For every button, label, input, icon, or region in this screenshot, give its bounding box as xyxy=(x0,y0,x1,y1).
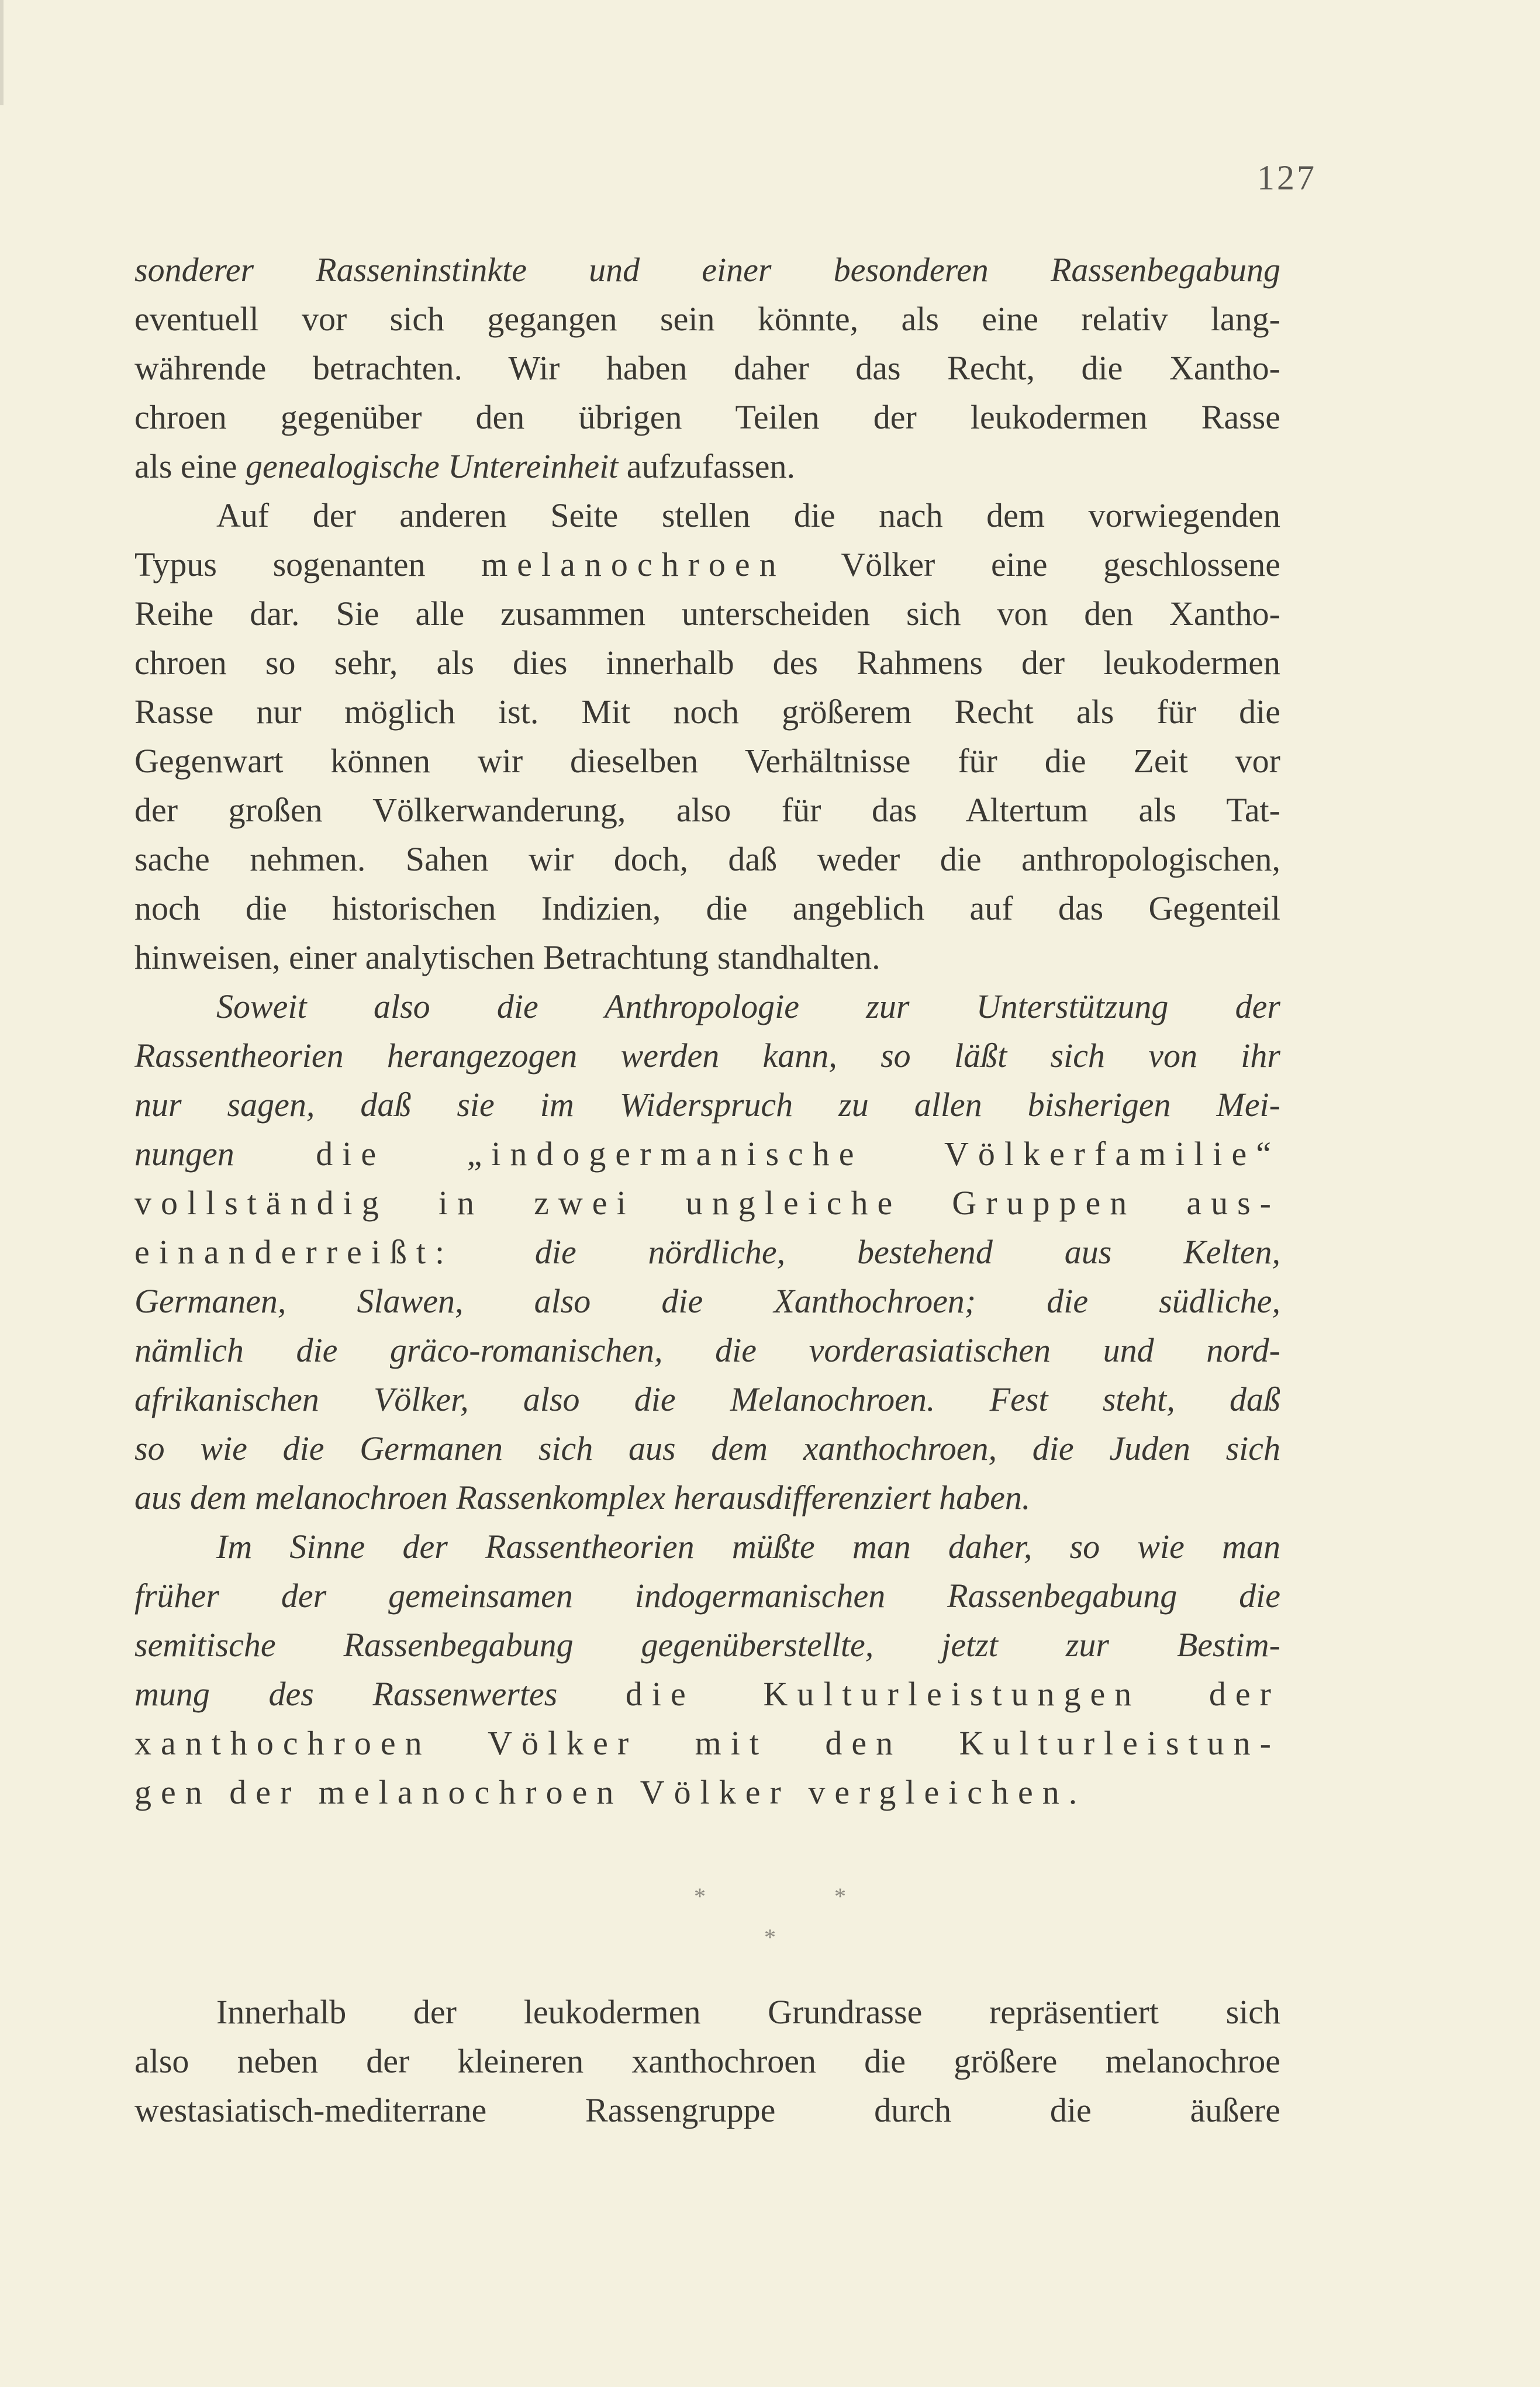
italic-text: nur sagen, daß sie im Widerspruch zu allen bisherigen Mei- xyxy=(134,1086,1280,1124)
text-line xyxy=(134,540,1280,589)
text-line xyxy=(134,1179,1280,1228)
text-line xyxy=(134,1080,1280,1129)
text-line xyxy=(134,442,1280,491)
text-line xyxy=(134,933,1280,982)
text-line xyxy=(134,1571,1280,1621)
text-segment: hinweisen, einer analytischen Betrachtung standhalten. xyxy=(134,938,881,976)
page-number: 127 xyxy=(1257,158,1317,197)
text-line xyxy=(134,1228,1280,1277)
page-edge-shadow xyxy=(0,0,4,105)
text-segment: währende betrachten. Wir haben daher das Recht, die Xantho- xyxy=(134,349,1280,387)
italic-text: sonderer Rasseninstinkte und einer besonderen Rassenbegabung xyxy=(134,251,1280,289)
text-line xyxy=(134,2037,1280,2086)
italic-text: Im Sinne der Rassentheorien müßte man daher, so wie man xyxy=(216,1528,1280,1566)
spaced-text: vollständig in zwei ungleiche Gruppen aus- xyxy=(134,1184,1280,1222)
text-segment: Typus sogenanten xyxy=(134,545,482,583)
text-segment: Rasse nur möglich ist. Mit noch größerem Recht als für die xyxy=(134,693,1280,731)
italic-text: genealogische Untereinheit xyxy=(246,447,619,485)
text-line xyxy=(134,638,1280,688)
text-line xyxy=(134,1988,1280,2037)
text-segment: als eine xyxy=(134,447,246,485)
text-line xyxy=(134,1473,1280,1522)
text-segment: aufzufassen. xyxy=(618,447,796,485)
text-line xyxy=(134,884,1280,933)
text-line xyxy=(134,1670,1280,1719)
text-segment: Gegenwart können wir dieselben Verhältnisse für die Zeit vor xyxy=(134,742,1280,780)
italic-text: früher der gemeinsamen indogermanischen Rassenbegabung die xyxy=(134,1577,1280,1615)
italic-text: aus dem melanochroen Rassenkomplex herausdifferenziert haben. xyxy=(134,1479,1031,1517)
text-line xyxy=(134,295,1280,344)
text-segment: der großen Völkerwanderung, also für das Altertum als Tat- xyxy=(134,791,1280,829)
text-line xyxy=(134,1375,1280,1424)
text-segment: Völker eine geschlossene xyxy=(785,545,1280,583)
text-line xyxy=(134,1031,1280,1080)
italic-text: die nördliche, bestehend aus Kelten, xyxy=(534,1233,1280,1271)
text-line xyxy=(134,688,1280,737)
text-segment: Innerhalb der leukodermen Grundrasse repräsentiert sich xyxy=(216,1993,1280,2031)
italic-text: Germanen, Slawen, also die Xanthochroen; die südliche, xyxy=(134,1282,1280,1320)
text-line xyxy=(134,982,1280,1031)
text-segment: noch die historischen Indizien, die angeblich auf das Gegenteil xyxy=(134,889,1280,927)
italic-text: so wie die Germanen sich aus dem xanthochroen, die Juden sich xyxy=(134,1429,1280,1467)
text-line xyxy=(134,1522,1280,1571)
main-text-block xyxy=(134,246,1280,1817)
text-segment: Reihe dar. Sie alle zusammen unterscheiden sich von den Xantho- xyxy=(134,595,1280,633)
text-line xyxy=(134,1129,1280,1179)
spaced-text: gen der melanochroen Völker vergleichen. xyxy=(134,1773,1087,1811)
text-segment: westasiatisch-mediterrane Rassengruppe durch die äußere xyxy=(134,2091,1280,2129)
italic-text: Soweit also die Anthropologie zur Unterstützung der xyxy=(216,987,1280,1025)
italic-text: afrikanischen Völker, also die Melanochroen. Fest steht, daß xyxy=(134,1380,1280,1418)
text-line xyxy=(134,1326,1280,1375)
text-segment: chroen so sehr, als dies innerhalb des Rahmens der leukodermen xyxy=(134,644,1280,682)
text-line xyxy=(134,246,1280,295)
text-segment: chroen gegenüber den übrigen Teilen der leukodermen Rasse xyxy=(134,398,1280,436)
text-line xyxy=(134,737,1280,786)
italic-text: mung des Rassenwertes xyxy=(134,1675,558,1713)
text-segment: sache nehmen. Sahen wir doch, daß weder die anthropologischen, xyxy=(134,840,1280,878)
text-line xyxy=(134,491,1280,540)
text-line xyxy=(134,1768,1280,1817)
section-separator-top xyxy=(0,1882,1540,1910)
separator-asterisk: * xyxy=(764,1924,776,1950)
section-separator-bottom xyxy=(0,1923,1540,1951)
text-line xyxy=(134,1424,1280,1473)
separator-asterisk: * xyxy=(694,1883,834,1909)
text-line xyxy=(134,344,1280,393)
text-segment: eventuell vor sich gegangen sein könnte, als eine relativ lang- xyxy=(134,300,1280,338)
italic-text: nämlich die gräco-romanischen, die vorderasiatischen und nord- xyxy=(134,1331,1280,1369)
text-line xyxy=(134,589,1280,638)
italic-text: nungen xyxy=(134,1135,234,1173)
spaced-text: einanderreißt: xyxy=(134,1233,535,1271)
text-line xyxy=(134,1719,1280,1768)
text-line xyxy=(134,2086,1280,2135)
spaced-text: xanthochroen Völker mit den Kulturleistun- xyxy=(134,1724,1280,1762)
spaced-text: die „indogermanische Völkerfamilie“ xyxy=(234,1135,1280,1173)
text-segment: also neben der kleineren xanthochroen die größere melanochroe xyxy=(134,2042,1280,2080)
text-segment: Auf der anderen Seite stellen die nach dem vorwiegenden xyxy=(216,496,1280,534)
text-line xyxy=(134,835,1280,884)
italic-text: semitische Rassenbegabung gegenüberstellte, jetzt zur Bestim- xyxy=(134,1626,1280,1664)
text-line xyxy=(134,786,1280,835)
separator-asterisk: * xyxy=(834,1883,975,1909)
italic-text: Rassentheorien herangezogen werden kann, so läßt sich von ihr xyxy=(134,1037,1280,1075)
text-line xyxy=(134,1277,1280,1326)
spaced-text: melanochroen xyxy=(481,545,786,583)
spaced-text: die Kulturleistungen der xyxy=(557,1675,1280,1713)
text-line xyxy=(134,393,1280,442)
text-line xyxy=(134,1621,1280,1670)
continuation-text-block xyxy=(134,1988,1280,2135)
